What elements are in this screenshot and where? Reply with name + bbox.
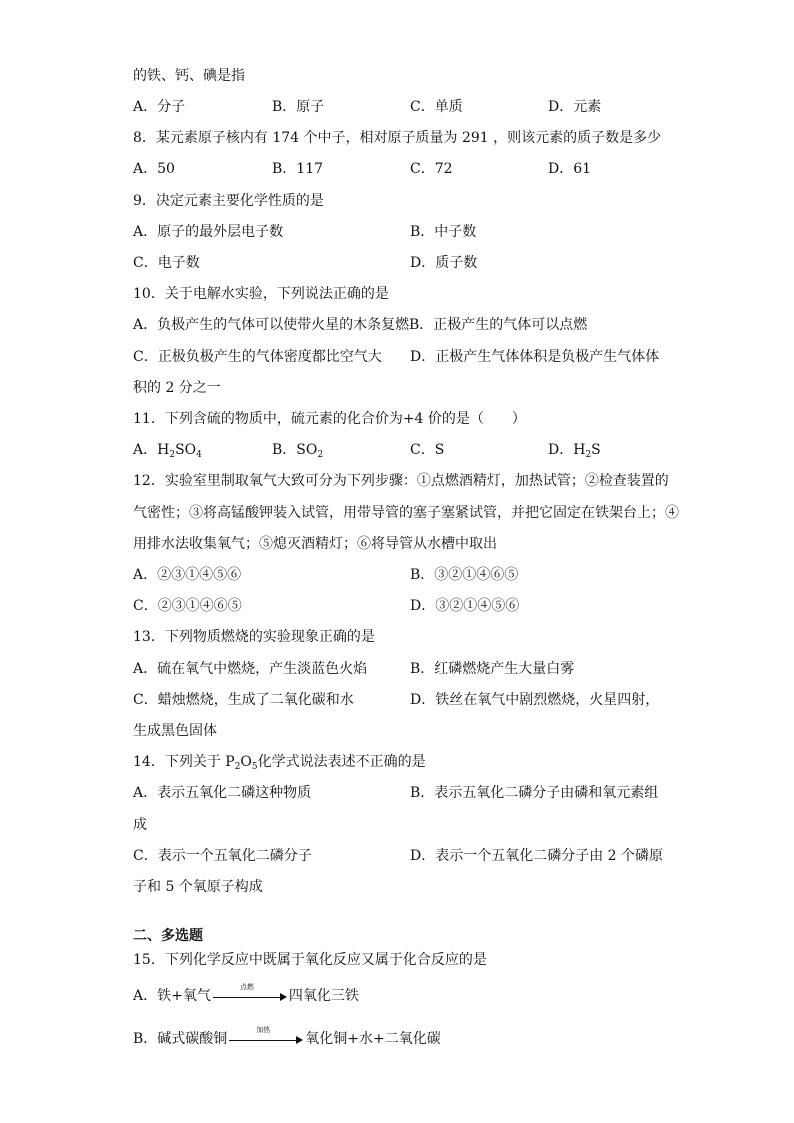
q14-option-d-continuation: 子和 5 个氧原子构成 bbox=[133, 879, 263, 895]
q11-stem: 11．下列含硫的物质中，硫元素的化合价为+4 价的是（ ） bbox=[133, 411, 526, 427]
q11-option-a: A．$H_2SO_4$ bbox=[133, 442, 202, 460]
q7-option-b: B．原子 bbox=[272, 99, 325, 115]
q11-option-c: C．S bbox=[410, 442, 445, 458]
q7-option-c: C．单质 bbox=[410, 99, 463, 115]
q9-option-b: B．中子数 bbox=[410, 224, 477, 240]
q8-option-d: D．61 bbox=[548, 161, 592, 177]
q13-stem: 13．下列物质燃烧的实验现象正确的是 bbox=[133, 629, 375, 645]
q9-stem: 9．决定元素主要化学性质的是 bbox=[133, 193, 324, 209]
q12-option-d: D．③②①④⑤⑥ bbox=[410, 598, 520, 614]
q7-option-a: A．分子 bbox=[133, 99, 186, 115]
reaction-arrow bbox=[213, 983, 287, 1003]
q12-option-a: A．②③①④⑤⑥ bbox=[133, 567, 242, 583]
reaction-condition: 加热 bbox=[256, 1026, 271, 1034]
q12-stem-line-2: 气密性；③将高锰酸钾装入试管，用带导管的塞子塞紧试管，并把它固定在铁架台上；④ bbox=[133, 505, 679, 521]
reaction-condition: 点燃 bbox=[239, 983, 254, 991]
arrow-right-icon bbox=[280, 993, 287, 1001]
q12-stem-line-1: 12．实验室里制取氧气大致可分为下列步骤：①点燃酒精灯，加热试管；②检查装置的 bbox=[133, 473, 669, 489]
q9-option-c: C．电子数 bbox=[133, 255, 200, 271]
q10-option-b: B．正极产生的气体可以点燃 bbox=[409, 317, 588, 333]
q10-option-d-continuation: 积的 2 分之一 bbox=[133, 380, 221, 396]
q13-option-c: C．蜡烛燃烧，生成了二氧化碳和水 bbox=[133, 692, 354, 708]
q10-option-d: D．正极产生气体体积是负极产生气体体 bbox=[410, 349, 660, 365]
q9-option-a: A．原子的最外层电子数 bbox=[133, 224, 284, 240]
q10-stem: 10．关于电解水实验，下列说法正确的是 bbox=[133, 286, 389, 302]
q13-option-a: A．硫在氧气中燃烧，产生淡蓝色火焰 bbox=[133, 661, 368, 677]
q14-option-b-continuation: 成 bbox=[133, 817, 147, 833]
q15-option-b: B．碱式碳酸铜 加热 氧化铜+水+二氧化碳 bbox=[133, 1026, 441, 1047]
q11-option-d: D．$H_2S$ bbox=[548, 442, 601, 460]
q11-option-b: B．$SO_2$ bbox=[272, 442, 324, 460]
q12-stem-line-3: 用排水法收集氧气；⑤熄灭酒精灯；⑥将导管从水槽中取出 bbox=[133, 536, 497, 552]
q12-option-c: C．②③①④⑥⑤ bbox=[133, 598, 242, 614]
reaction-arrow bbox=[229, 1026, 303, 1046]
q14-option-a: A．表示五氧化二磷这种物质 bbox=[133, 785, 312, 801]
q8-option-b: B．117 bbox=[272, 161, 324, 177]
q15-option-a: A．铁+氧气 点燃 四氧化三铁 bbox=[133, 983, 359, 1004]
q12-option-b: B．③②①④⑥⑤ bbox=[410, 567, 519, 583]
q7-option-d: D．元素 bbox=[548, 99, 602, 115]
q13-option-d-continuation: 生成黑色固体 bbox=[133, 723, 217, 739]
q10-option-a: A．负极产生的气体可以使带火星的木条复燃 bbox=[133, 317, 410, 333]
q13-option-d: D．铁丝在氧气中剧烈燃烧，火星四射， bbox=[410, 692, 660, 708]
section-heading-multiple-choice: 二、多选题 bbox=[133, 928, 203, 944]
q9-option-d: D．质子数 bbox=[410, 255, 478, 271]
q14-option-d: D．表示一个五氧化二磷分子由 2 个磷原 bbox=[410, 848, 664, 864]
q8-option-a: A．50 bbox=[133, 161, 175, 177]
q15-stem: 15．下列化学反应中既属于氧化反应又属于化合反应的是 bbox=[133, 952, 487, 968]
q14-option-b: B．表示五氧化二磷分子由磷和氧元素组 bbox=[410, 785, 659, 801]
q8-option-c: C．72 bbox=[410, 161, 453, 177]
q14-stem: 14．下列关于 $P_2O_5$化学式说法表述不正确的是 bbox=[133, 754, 426, 772]
q8-stem: 8．某元素原子核内有 174 个中子，相对原子质量为 291 ，则该元素的质子数是多少 bbox=[133, 130, 662, 146]
q7-stem-continuation: 的铁、钙、碘是指 bbox=[133, 68, 245, 84]
arrow-right-icon bbox=[296, 1036, 303, 1044]
q13-option-b: B．红磷燃烧产生大量白雾 bbox=[410, 661, 575, 677]
q14-option-c: C．表示一个五氧化二磷分子 bbox=[133, 848, 312, 864]
q10-option-c: C．正极负极产生的气体密度都比空气大 bbox=[133, 349, 382, 365]
